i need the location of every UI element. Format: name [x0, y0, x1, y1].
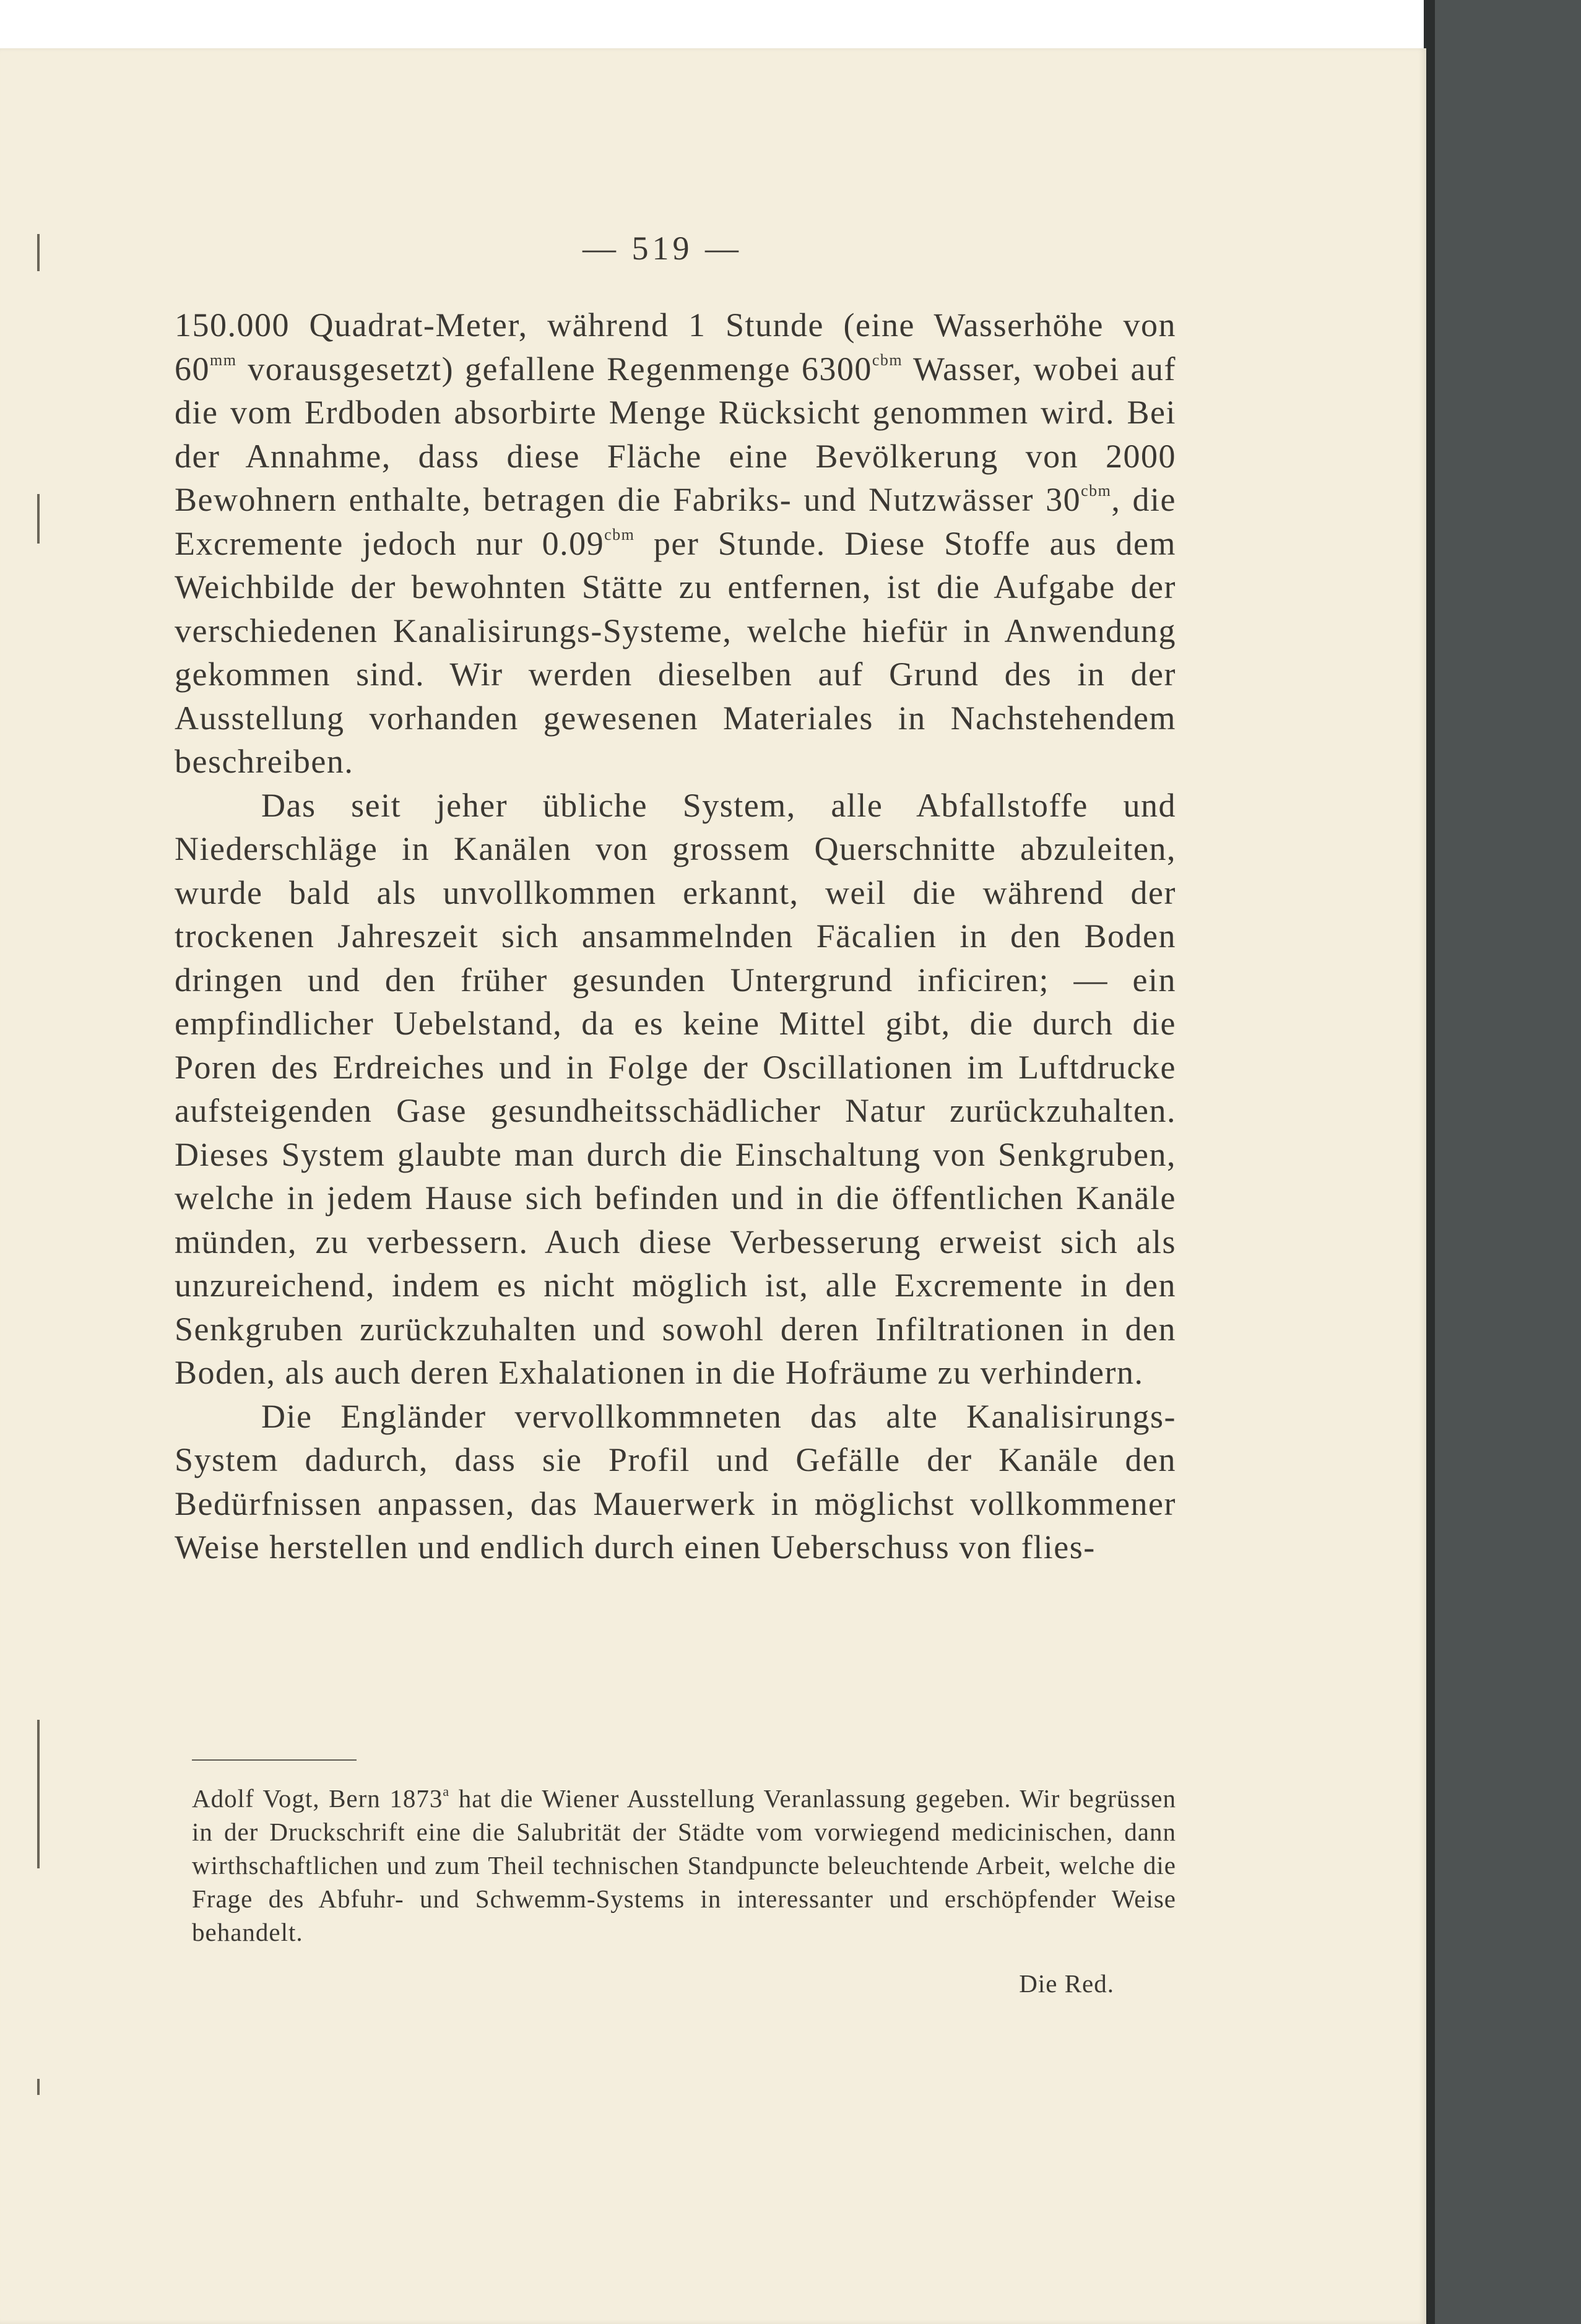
paragraph-3: Die Engländer vervollkommneten das alte Kanalisirungs-System dadurch, dass sie Profil und Gefälle der Kanäle den Bedürfnissen anpassen, das Mauerwerk in möglichst vollkommener Weise herstellen und endlich durch einen Ueberschuss von flies- [175, 1397, 1176, 1566]
gutter-mark [37, 494, 40, 544]
footnote-signature: Die Red. [1019, 1969, 1114, 1998]
paragraph-1-text: 150.000 Quadrat-Meter, während 1 Stunde (eine Wasserhöhe von 60 [175, 306, 1176, 388]
paragraph-1-text: Wasser, wobei auf die vom Erdboden absorbirte Menge Rücksicht genommen wird. Bei der Annahme, dass diese Fläche eine Bevölkerung von 2000 Bewohnern enthalte, betragen die Fabriks- und Nutzwässer 30 [175, 350, 1177, 518]
gutter-mark [37, 1720, 40, 1868]
paragraph-1 [175, 303, 1176, 784]
unit-superscript: cbm [872, 350, 903, 369]
gutter-mark [37, 2079, 40, 2095]
footnote-rule [192, 1759, 357, 1761]
page-number: — 519 — [583, 230, 742, 267]
paragraph-1-text: vorausgesetzt) gefallene Regenmenge 6300 [236, 350, 872, 388]
body-text [175, 303, 1176, 1569]
book-cover [1435, 0, 1581, 2324]
page-top-edge [0, 0, 1426, 48]
unit-superscript: mm [210, 350, 237, 369]
footnote-body: hat die Wiener Ausstellung Veranlassung gegeben. Wir begrüssen in der Druckschrift eine die Salubrität der Städte vom vorwiegend medicinischen, dann wirthschaftlichen und zum Theil technischen Standpuncte beleuchtende Arbeit, welche die Frage des Abfuhr- und Schwemm-Systems in interessanter und erschöpfender Weise behandelt. [192, 1784, 1176, 1946]
footnote [192, 1782, 1176, 1949]
unit-superscript: cbm [604, 525, 635, 544]
unit-superscript: cbm [1081, 482, 1112, 500]
footnote-text [192, 1782, 1176, 1949]
footnote-author: Adolf Vogt, Bern 1873 [192, 1784, 443, 1813]
gutter-mark [37, 234, 40, 271]
paragraph-1-text: per Stunde. Diese Stoffe aus dem Weichbilde der bewohnten Stätte zu entfernen, ist die Aufgabe der verschiedenen Kanalisirungs-Systeme, welche hiefür in Anwendung gekommen sind. Wir werden dieselben auf Grund des in der Ausstellung vorhanden gewesenen Materiales in Nachstehendem beschreiben. [175, 524, 1176, 780]
paragraph-1-text: , die Excremente jedoch nur 0.09 [175, 481, 1176, 562]
paragraph-2: Das seit jeher übliche System, alle Abfallstoffe und Niederschläge in Kanälen von grossem Querschnitte abzuleiten, wurde bald als unvollkommen erkannt, weil die während der trockenen Jahreszeit sich ansammelnden Fäcalien in den Boden dringen und den früher gesunden Untergrund inficiren; — ein empfindlicher Uebelstand, da es keine Mittel gibt, die durch die Poren des Erdreiches und in Folge der Oscillationen im Luftdrucke aufsteigenden Gase gesundheitsschädlicher Natur zurückzuhalten. Dieses System glaubte man durch die Einschaltung von Senkgruben, welche in jedem Hause sich befinden und in die öffentlichen Kanäle münden, zu verbessern. Auch diese Verbesserung erweist sich als unzureichend, indem es nicht möglich ist, alle Excremente in den Senkgruben zurückzuhalten und sowohl deren Infiltrationen in den Boden, als auch deren Exhalationen in die Hofräume zu verhindern. [175, 786, 1176, 1391]
footnote-superscript: a [443, 1784, 450, 1799]
